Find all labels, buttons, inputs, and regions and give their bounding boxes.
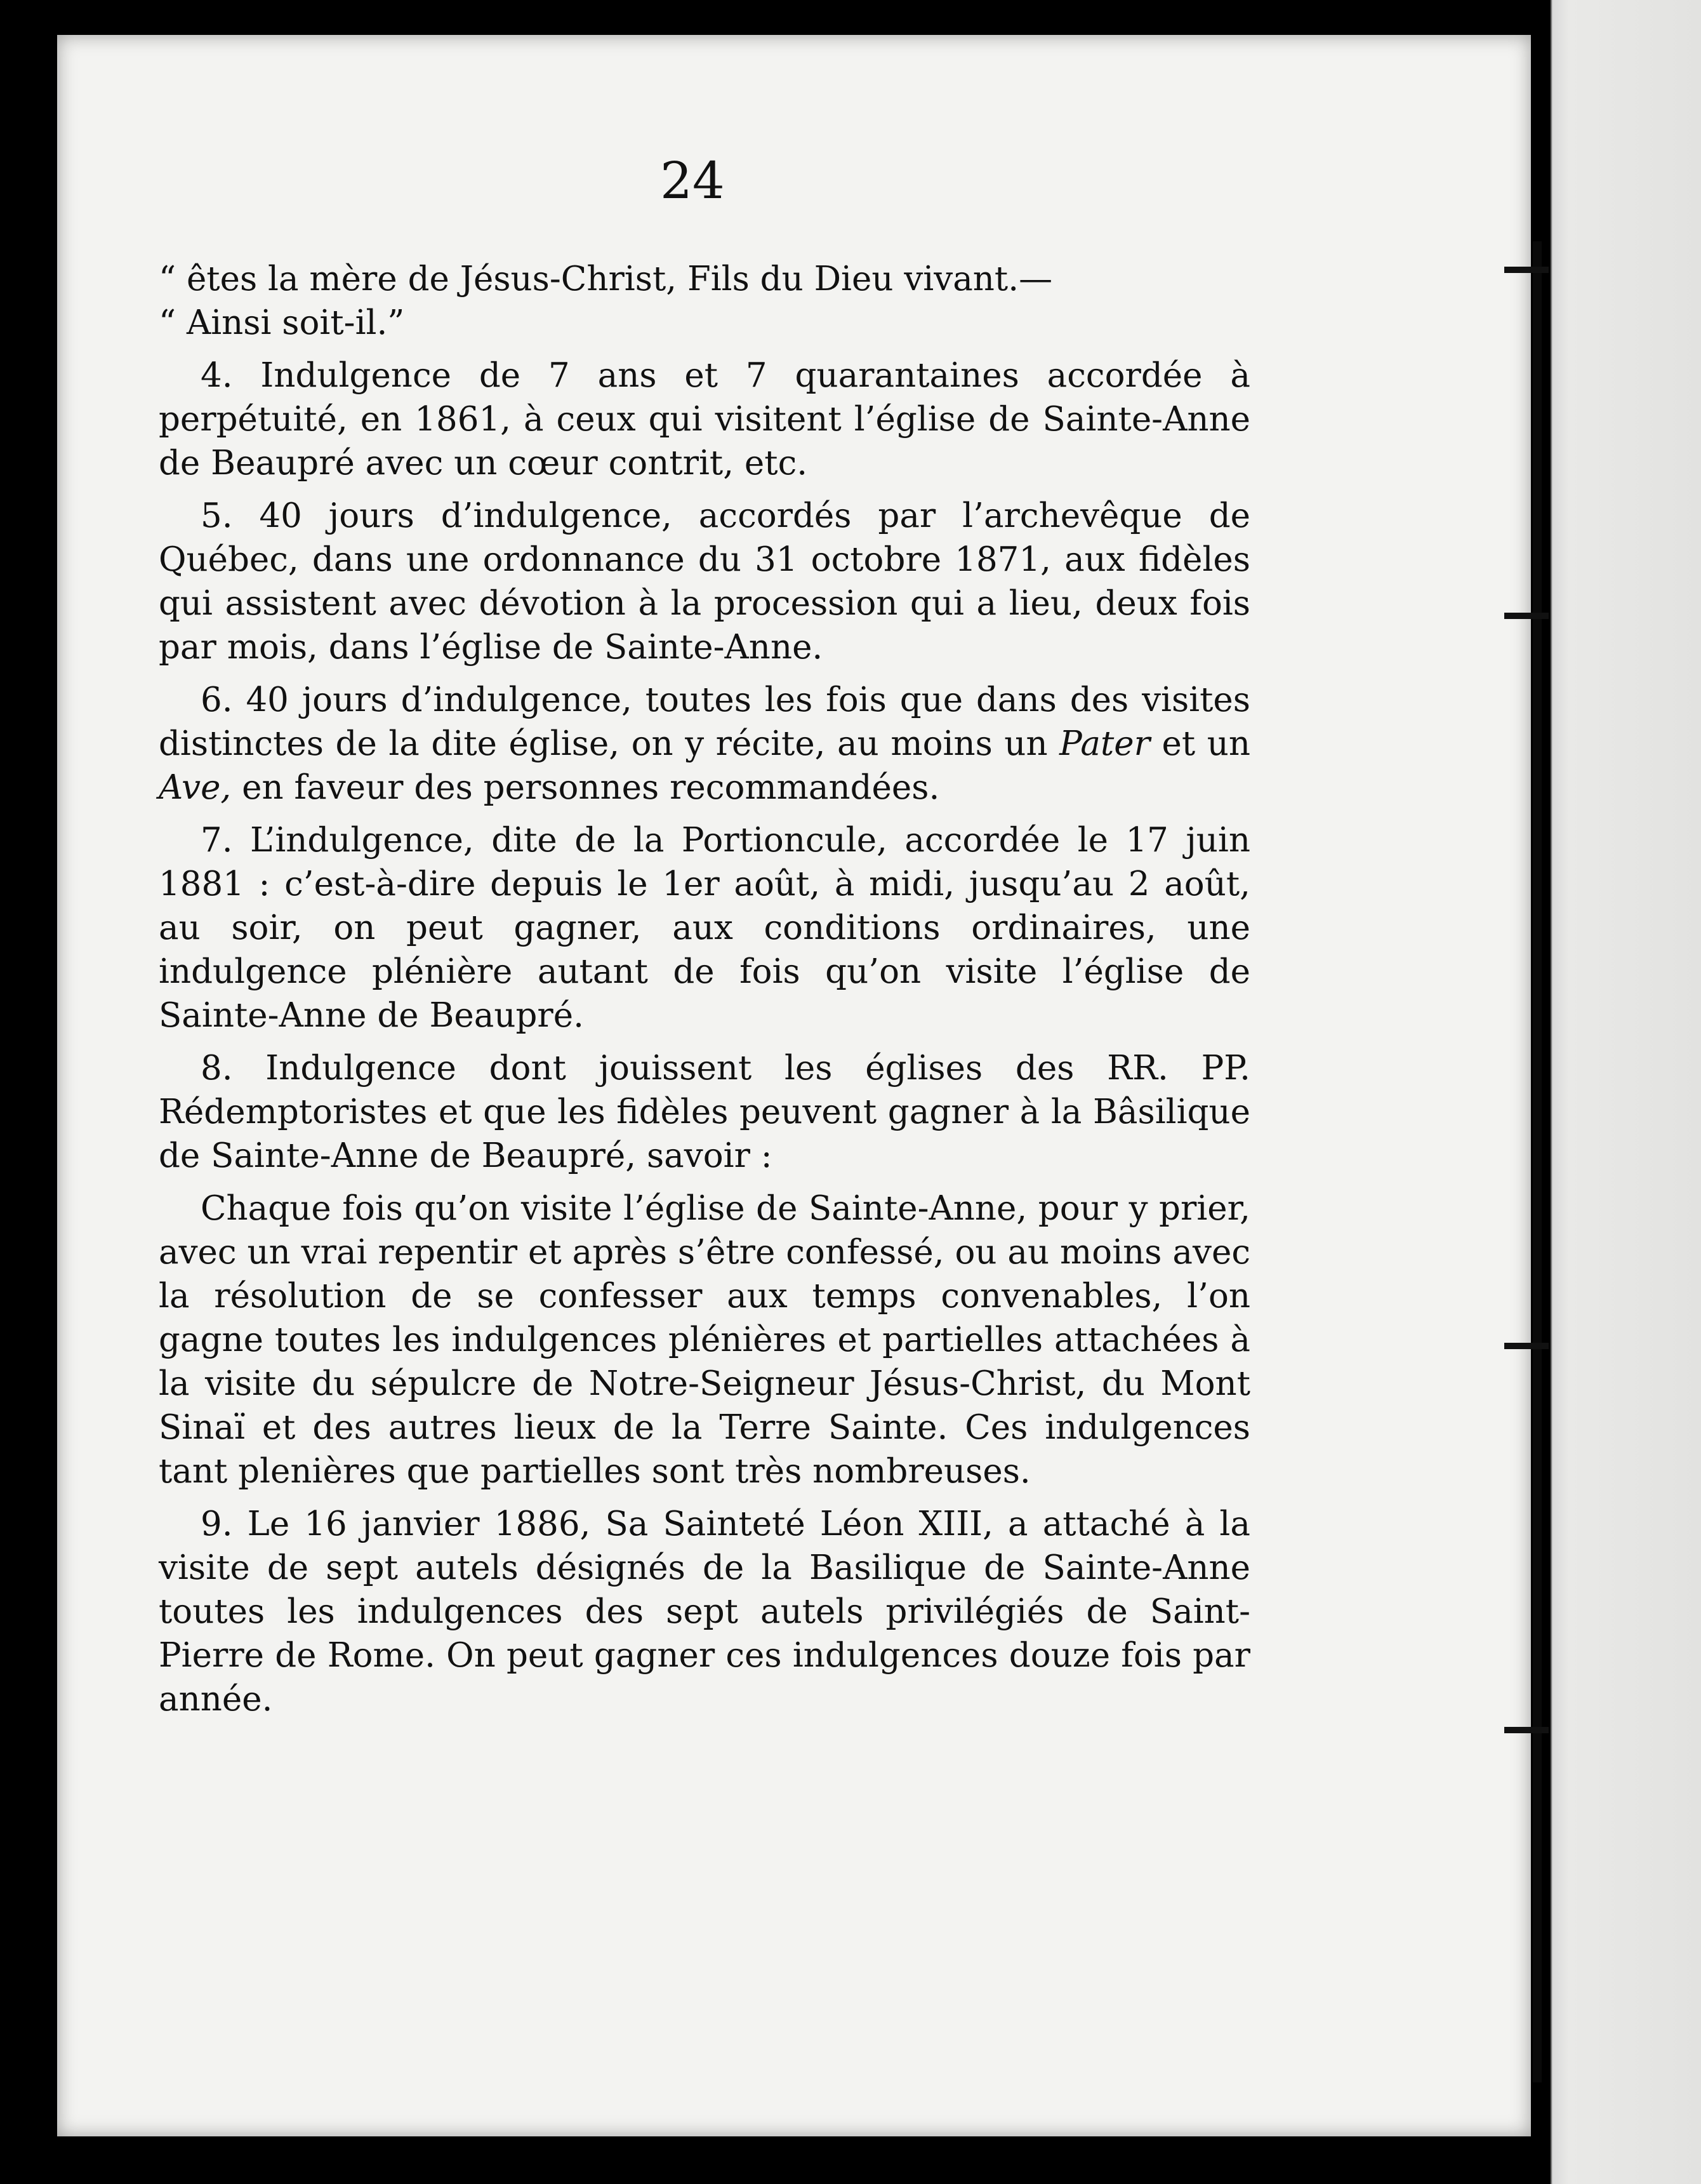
paragraph-item-6 xyxy=(159,678,1250,809)
quote-line: “ Ainsi soit-il.” xyxy=(159,303,405,342)
item-6-text-end: en faveur des personnes recommandées. xyxy=(231,768,940,807)
quote-line: “ êtes la mère de Jésus-Christ, Fils du Dieu vivant.— xyxy=(159,260,1053,298)
ave-word: Ave, xyxy=(159,768,232,807)
item-6-text-start: 6. 40 jours d’indulgence, toutes les fois que dans des visites distinctes de la dite église, on y récite, au moins un xyxy=(159,681,1250,763)
paragraph-item-4: 4. Indulgence de 7 ans et 7 quarantaines accordée à perpétuité, en 1861, à ceux qui visitent l’église de Sainte-Anne de Beaupré avec un cœur contrit, etc. xyxy=(159,356,1250,483)
pater-word: Pater xyxy=(1059,724,1150,763)
body-text xyxy=(159,257,1250,1721)
paragraph-quote-end xyxy=(159,257,1250,345)
binding-stitch xyxy=(1504,267,1549,273)
binding-thread xyxy=(1533,241,1542,2082)
paragraph-item-9: 9. Le 16 janvier 1886, Sa Sainteté Léon XIII, a attaché à la visite de sept autels désignés de la Basilique de Sainte-Anne toutes les indulgences des sept autels privilégiés de Saint-Pierre de Rome. On peut gagner ces indulgences douze fois par année. xyxy=(159,1505,1250,1719)
paragraph-item-8-detail: Chaque fois qu’on visite l’église de Sainte-Anne, pour y prier, avec un vrai repentir et après s’être confessé, ou au moins avec la résolution de se confesser aux temps convenables, l’on gagne toutes les indulgences plénières et partielles attachées à la visite du sépulcre de Notre-Seigneur Jésus-Christ, du Mont Sinaï et des autres lieux de la Terre Sainte. Ces indulgences tant plenières que partielles sont très nombreuses. xyxy=(159,1189,1250,1491)
binding-stitch xyxy=(1504,1343,1549,1349)
adjacent-page-edge xyxy=(1531,0,1701,2184)
paragraph-item-8: 8. Indulgence dont jouissent les églises des RR. PP. Rédemptoristes et que les fidèles peuvent gagner à la Bâsilique de Sainte-Anne de Beaupré, savoir : xyxy=(159,1049,1250,1175)
page-number: 24 xyxy=(660,151,725,210)
binding-stitch xyxy=(1504,613,1549,619)
paragraph-item-5: 5. 40 jours d’indulgence, accordés par l’archevêque de Québec, dans une ordonnance du 31 octobre 1871, aux fidèles qui assistent avec dévotion à la procession qui a lieu, deux fois par mois, dans l’église de Sainte-Anne. xyxy=(159,496,1250,667)
binding-stitch xyxy=(1504,1727,1549,1733)
item-6-text-middle: et un xyxy=(1150,724,1250,763)
paragraph-item-7: 7. L’indulgence, dite de la Portioncule, accordée le 17 juin 1881 : c’est-à-dire depuis le 1er août, à midi, jusqu’au 2 août, au soir, on peut gagner, aux conditions ordinaires, une indulgence plénière autant de fois qu’on visite l’église de Sainte-Anne de Beaupré. xyxy=(159,821,1250,1035)
